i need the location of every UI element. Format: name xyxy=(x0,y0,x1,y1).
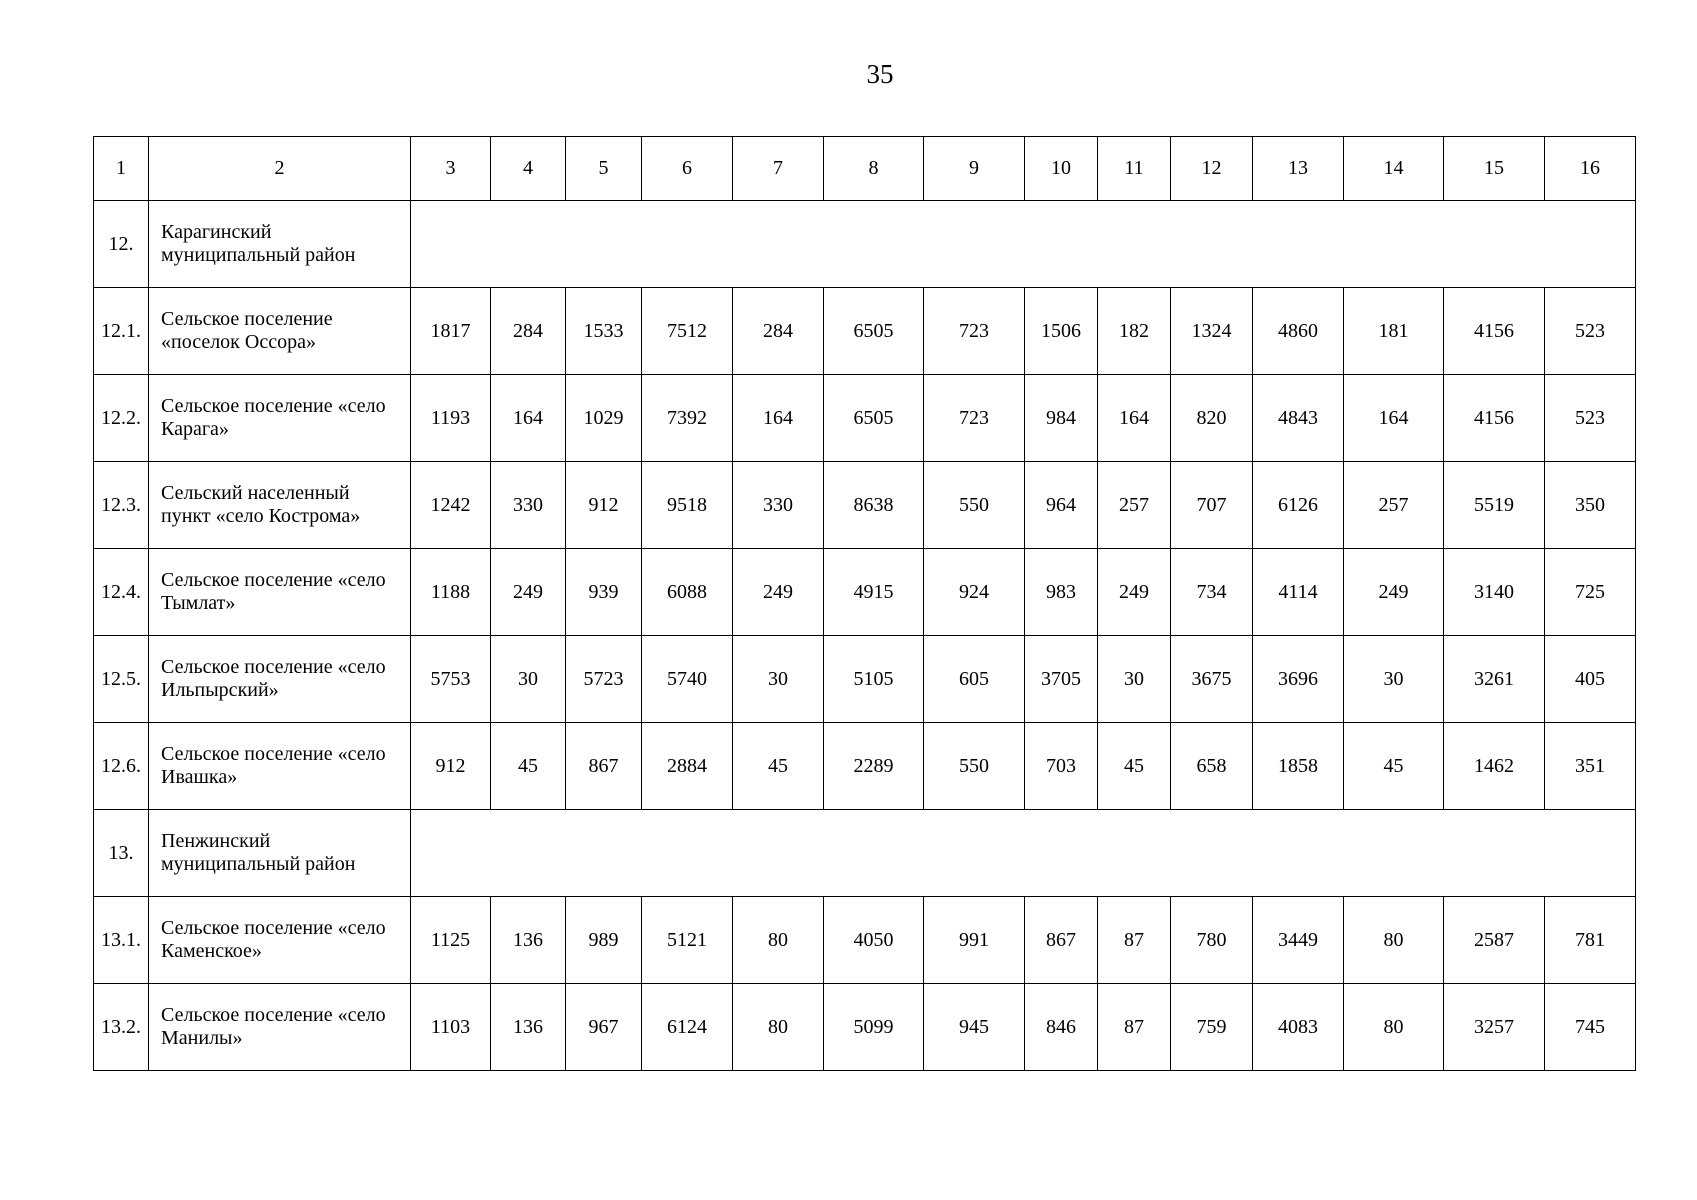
value-cell-col-12: 1324 xyxy=(1171,288,1253,375)
value-cell-col-13: 3449 xyxy=(1253,897,1344,984)
value-cell-col-4: 249 xyxy=(491,549,566,636)
value-cell-col-6: 5740 xyxy=(642,636,733,723)
settlement-name-cell: Сельское поселение «село Карага» xyxy=(149,375,411,462)
value-cell-col-4: 45 xyxy=(491,723,566,810)
value-cell-col-7: 330 xyxy=(733,462,824,549)
value-cell-col-3: 1103 xyxy=(411,984,491,1071)
value-cell-col-15: 3140 xyxy=(1444,549,1545,636)
value-cell-col-11: 257 xyxy=(1098,462,1171,549)
section-empty-span xyxy=(411,201,1636,288)
value-cell-col-16: 745 xyxy=(1545,984,1636,1071)
column-header-2: 2 xyxy=(149,137,411,201)
column-header-8: 8 xyxy=(824,137,924,201)
table-row xyxy=(94,288,1636,375)
table-row xyxy=(94,636,1636,723)
row-number-cell: 12.2. xyxy=(94,375,149,462)
row-number-cell: 12.3. xyxy=(94,462,149,549)
value-cell-col-10: 703 xyxy=(1025,723,1098,810)
column-header-7: 7 xyxy=(733,137,824,201)
value-cell-col-9: 605 xyxy=(924,636,1025,723)
value-cell-col-16: 351 xyxy=(1545,723,1636,810)
column-header-11: 11 xyxy=(1098,137,1171,201)
value-cell-col-13: 4083 xyxy=(1253,984,1344,1071)
value-cell-col-3: 5753 xyxy=(411,636,491,723)
value-cell-col-16: 405 xyxy=(1545,636,1636,723)
table-row xyxy=(94,375,1636,462)
row-number-cell: 12.5. xyxy=(94,636,149,723)
value-cell-col-14: 181 xyxy=(1344,288,1444,375)
value-cell-col-10: 3705 xyxy=(1025,636,1098,723)
value-cell-col-15: 3261 xyxy=(1444,636,1545,723)
value-cell-col-4: 136 xyxy=(491,897,566,984)
column-header-9: 9 xyxy=(924,137,1025,201)
table-row xyxy=(94,462,1636,549)
value-cell-col-16: 523 xyxy=(1545,288,1636,375)
value-cell-col-13: 6126 xyxy=(1253,462,1344,549)
value-cell-col-16: 523 xyxy=(1545,375,1636,462)
value-cell-col-6: 6088 xyxy=(642,549,733,636)
value-cell-col-7: 80 xyxy=(733,984,824,1071)
value-cell-col-11: 249 xyxy=(1098,549,1171,636)
value-cell-col-12: 734 xyxy=(1171,549,1253,636)
value-cell-col-6: 9518 xyxy=(642,462,733,549)
value-cell-col-10: 867 xyxy=(1025,897,1098,984)
value-cell-col-3: 1817 xyxy=(411,288,491,375)
row-number-cell: 12. xyxy=(94,201,149,288)
value-cell-col-6: 5121 xyxy=(642,897,733,984)
value-cell-col-7: 164 xyxy=(733,375,824,462)
value-cell-col-5: 912 xyxy=(566,462,642,549)
value-cell-col-6: 6124 xyxy=(642,984,733,1071)
value-cell-col-13: 4843 xyxy=(1253,375,1344,462)
value-cell-col-15: 4156 xyxy=(1444,375,1545,462)
table-row xyxy=(94,984,1636,1071)
column-number-row xyxy=(94,137,1636,201)
value-cell-col-4: 164 xyxy=(491,375,566,462)
value-cell-col-8: 2289 xyxy=(824,723,924,810)
value-cell-col-16: 350 xyxy=(1545,462,1636,549)
column-header-6: 6 xyxy=(642,137,733,201)
value-cell-col-15: 3257 xyxy=(1444,984,1545,1071)
section-row xyxy=(94,810,1636,897)
value-cell-col-9: 723 xyxy=(924,375,1025,462)
row-number-cell: 13. xyxy=(94,810,149,897)
value-cell-col-9: 945 xyxy=(924,984,1025,1071)
value-cell-col-8: 5105 xyxy=(824,636,924,723)
value-cell-col-5: 5723 xyxy=(566,636,642,723)
value-cell-col-13: 3696 xyxy=(1253,636,1344,723)
settlement-name-cell: Сельское поселение «село Ильпырский» xyxy=(149,636,411,723)
value-cell-col-16: 781 xyxy=(1545,897,1636,984)
section-row xyxy=(94,201,1636,288)
settlement-name-cell: Сельский населенный пункт «село Кострома» xyxy=(149,462,411,549)
value-cell-col-7: 284 xyxy=(733,288,824,375)
column-header-4: 4 xyxy=(491,137,566,201)
value-cell-col-14: 80 xyxy=(1344,984,1444,1071)
value-cell-col-13: 1858 xyxy=(1253,723,1344,810)
value-cell-col-14: 249 xyxy=(1344,549,1444,636)
value-cell-col-7: 45 xyxy=(733,723,824,810)
value-cell-col-10: 984 xyxy=(1025,375,1098,462)
value-cell-col-14: 30 xyxy=(1344,636,1444,723)
value-cell-col-3: 1125 xyxy=(411,897,491,984)
column-header-13: 13 xyxy=(1253,137,1344,201)
value-cell-col-12: 780 xyxy=(1171,897,1253,984)
column-header-12: 12 xyxy=(1171,137,1253,201)
value-cell-col-15: 4156 xyxy=(1444,288,1545,375)
row-number-cell: 13.2. xyxy=(94,984,149,1071)
value-cell-col-5: 989 xyxy=(566,897,642,984)
value-cell-col-3: 1193 xyxy=(411,375,491,462)
column-header-5: 5 xyxy=(566,137,642,201)
column-header-16: 16 xyxy=(1545,137,1636,201)
value-cell-col-6: 7512 xyxy=(642,288,733,375)
value-cell-col-11: 87 xyxy=(1098,897,1171,984)
value-cell-col-11: 45 xyxy=(1098,723,1171,810)
value-cell-col-9: 723 xyxy=(924,288,1025,375)
value-cell-col-11: 164 xyxy=(1098,375,1171,462)
row-number-cell: 12.6. xyxy=(94,723,149,810)
value-cell-col-14: 164 xyxy=(1344,375,1444,462)
value-cell-col-7: 30 xyxy=(733,636,824,723)
value-cell-col-11: 182 xyxy=(1098,288,1171,375)
value-cell-col-14: 257 xyxy=(1344,462,1444,549)
value-cell-col-9: 550 xyxy=(924,723,1025,810)
settlement-name-cell: Сельское поселение «село Ивашка» xyxy=(149,723,411,810)
value-cell-col-6: 7392 xyxy=(642,375,733,462)
row-number-cell: 13.1. xyxy=(94,897,149,984)
value-cell-col-16: 725 xyxy=(1545,549,1636,636)
value-cell-col-5: 967 xyxy=(566,984,642,1071)
value-cell-col-13: 4860 xyxy=(1253,288,1344,375)
settlement-name-cell: Сельское поселение «село Тымлат» xyxy=(149,549,411,636)
row-number-cell: 12.4. xyxy=(94,549,149,636)
value-cell-col-15: 2587 xyxy=(1444,897,1545,984)
value-cell-col-3: 912 xyxy=(411,723,491,810)
value-cell-col-5: 1533 xyxy=(566,288,642,375)
value-cell-col-14: 45 xyxy=(1344,723,1444,810)
value-cell-col-8: 4050 xyxy=(824,897,924,984)
table-row xyxy=(94,897,1636,984)
column-header-10: 10 xyxy=(1025,137,1098,201)
value-cell-col-8: 4915 xyxy=(824,549,924,636)
value-cell-col-5: 867 xyxy=(566,723,642,810)
value-cell-col-5: 939 xyxy=(566,549,642,636)
section-empty-span xyxy=(411,810,1636,897)
data-table xyxy=(93,136,1636,1071)
value-cell-col-4: 330 xyxy=(491,462,566,549)
value-cell-col-12: 3675 xyxy=(1171,636,1253,723)
value-cell-col-15: 1462 xyxy=(1444,723,1545,810)
value-cell-col-4: 30 xyxy=(491,636,566,723)
value-cell-col-3: 1242 xyxy=(411,462,491,549)
value-cell-col-10: 846 xyxy=(1025,984,1098,1071)
value-cell-col-11: 87 xyxy=(1098,984,1171,1071)
value-cell-col-10: 964 xyxy=(1025,462,1098,549)
section-name-cell: Пенжинский муниципальный район xyxy=(149,810,411,897)
column-header-14: 14 xyxy=(1344,137,1444,201)
value-cell-col-4: 136 xyxy=(491,984,566,1071)
settlement-name-cell: Сельское поселение «село Каменское» xyxy=(149,897,411,984)
value-cell-col-12: 707 xyxy=(1171,462,1253,549)
value-cell-col-9: 924 xyxy=(924,549,1025,636)
value-cell-col-3: 1188 xyxy=(411,549,491,636)
value-cell-col-12: 820 xyxy=(1171,375,1253,462)
value-cell-col-14: 80 xyxy=(1344,897,1444,984)
page-number: 35 xyxy=(866,59,894,89)
value-cell-col-10: 1506 xyxy=(1025,288,1098,375)
value-cell-col-8: 5099 xyxy=(824,984,924,1071)
column-header-3: 3 xyxy=(411,137,491,201)
table-row xyxy=(94,549,1636,636)
settlement-name-cell: Сельское поселение «село Манилы» xyxy=(149,984,411,1071)
value-cell-col-9: 991 xyxy=(924,897,1025,984)
settlement-name-cell: Сельское поселение «поселок Оссора» xyxy=(149,288,411,375)
value-cell-col-5: 1029 xyxy=(566,375,642,462)
column-header-15: 15 xyxy=(1444,137,1545,201)
value-cell-col-11: 30 xyxy=(1098,636,1171,723)
table-row xyxy=(94,723,1636,810)
table-body xyxy=(94,137,1636,1071)
value-cell-col-10: 983 xyxy=(1025,549,1098,636)
value-cell-col-15: 5519 xyxy=(1444,462,1545,549)
value-cell-col-8: 6505 xyxy=(824,288,924,375)
value-cell-col-8: 8638 xyxy=(824,462,924,549)
value-cell-col-7: 249 xyxy=(733,549,824,636)
value-cell-col-12: 658 xyxy=(1171,723,1253,810)
value-cell-col-12: 759 xyxy=(1171,984,1253,1071)
value-cell-col-6: 2884 xyxy=(642,723,733,810)
value-cell-col-4: 284 xyxy=(491,288,566,375)
section-name-cell: Карагинский муниципальный район xyxy=(149,201,411,288)
value-cell-col-8: 6505 xyxy=(824,375,924,462)
column-header-1: 1 xyxy=(94,137,149,201)
row-number-cell: 12.1. xyxy=(94,288,149,375)
value-cell-col-7: 80 xyxy=(733,897,824,984)
value-cell-col-9: 550 xyxy=(924,462,1025,549)
value-cell-col-13: 4114 xyxy=(1253,549,1344,636)
